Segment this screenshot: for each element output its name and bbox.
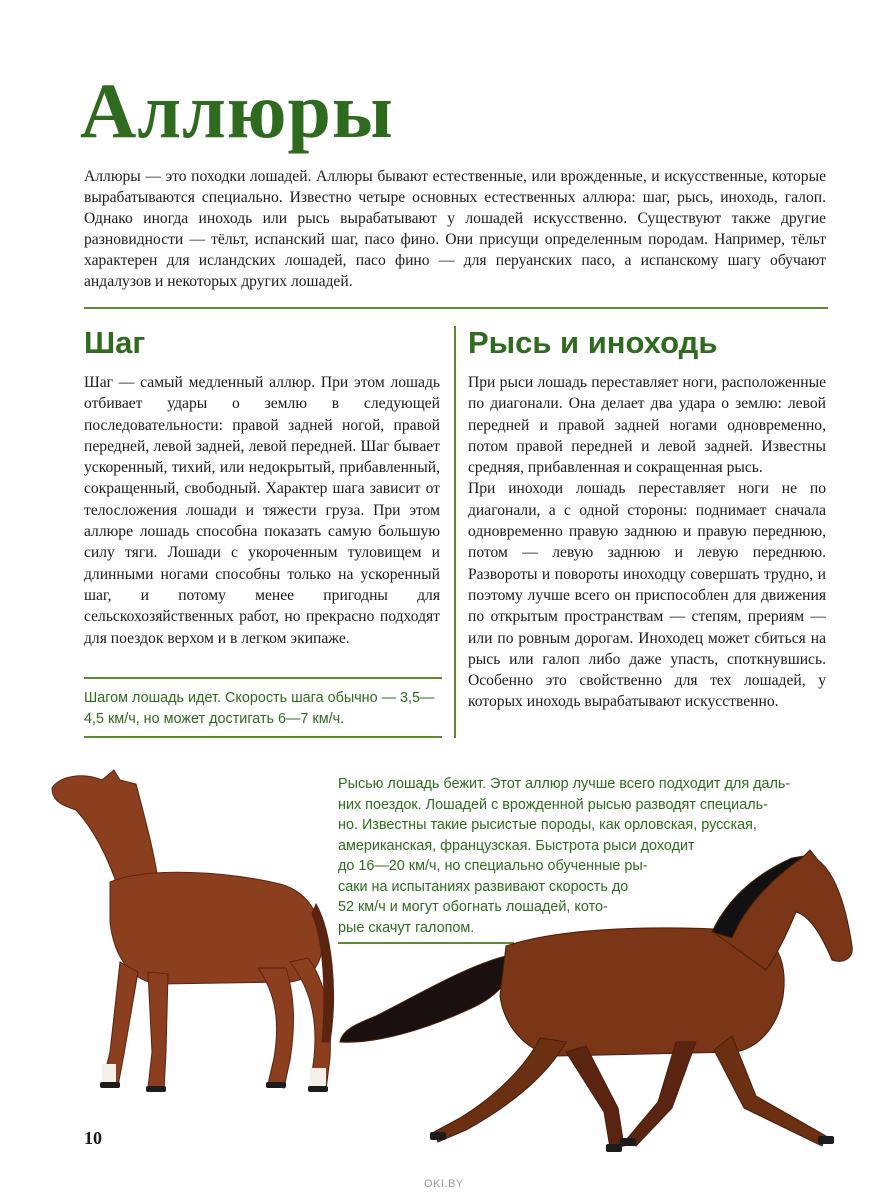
trot-note-line: них поездок. Лошадей с врожденной рысью разводят специаль-: [338, 796, 768, 813]
trot-note-line: 52 км/ч и могут обогнать лошадей, кото-: [338, 899, 608, 915]
chestnut-horse-image: [40, 762, 340, 1102]
trot-note-line: американская, французская. Быстрота рыси доходит: [338, 837, 695, 854]
page-number: 10: [84, 1128, 102, 1148]
column-divider: [454, 326, 456, 738]
bay-horse-image: [336, 846, 858, 1158]
pace-paragraph: При иноходи лошадь переставляет ноги не по диагонали, а с одной стороны: поднимает сначала одновременно правую заднюю и правую переднюю, потом — левую заднюю и левую переднюю. Развороты и повороты иноходцу совершать трудно, и поэтому лучше всего он приспособлен для движения по открытым пространствам — степям, прериям — или по ровным дорогам. Иноходец может сбиться на рысь или галоп либо даже упасть, споткнувшись. Особенно это свойственно для тех лошадей, у которых иноходь вырабатывают искусственно.: [468, 480, 826, 711]
walk-speed-note: Шагом лошадь идет. Скорость шага обычно — 3,5—4,5 км/ч, но может достигать 6—7 км/ч.: [84, 690, 435, 727]
heading-trot-pace: Рысь и иноходь: [468, 325, 718, 360]
trot-note-line: Рысью лошадь бежит. Этот аллюр лучше всего подходит для даль-: [338, 776, 791, 792]
heading-walk: Шаг: [84, 325, 146, 360]
trot-note-line: рые скачут галопом.: [338, 919, 475, 936]
trot-note-line: до 16—20 км/ч, но специально обученные ры-: [338, 858, 648, 874]
walk-note-rule-bottom: [84, 736, 442, 738]
section-divider: [84, 307, 828, 309]
trot-pace-text: [468, 372, 826, 713]
watermark-text: OKI.BY: [424, 1178, 464, 1190]
walk-paragraph: Шаг — самый медленный аллюр. При этом лошадь отбивает удары о землю в следующей последовательности: правой задней ногой, правой передней, левой задней, левой передней. Шаг бывает ускоренный, тихий, или недокрытый, прибавленный, сокращенный, свободный. Характер шага зависит от телосложения лошади и тяжести груза. При этом аллюре лошадь способна показать самую большую силу тяги. Лошади с укороченным туловищем и длинными ногами способны только на ускоренный шаг, и потому менее пригодны для сельскохозяйственных работ, но прекрасно подходят для поездок верхом и в легком экипаже.: [84, 374, 440, 647]
trot-note-line: саки на испытаниях развивают скорость до: [338, 878, 629, 895]
walk-note-rule-top: [84, 677, 442, 679]
intro-paragraph: Аллюры — это походки лошадей. Аллюры бывают естественные, или врожденные, и искусственные, которые вырабатываются специально. Известно четыре основных естественных аллюра: шаг, рысь, иноходь, галоп. Однако иногда иноходь или рысь вырабатывают у лошадей искусственно. Существуют также другие разновидности — тёльт, испанский шаг, пасо фино. Они присущи определенным породам. Например, тёльт характерен для исландских лошадей, пасо фино — для перуанских пасо, а испанскому шагу обучают андалузов и некоторых других лошадей.: [84, 168, 826, 290]
walk-text: [84, 372, 440, 649]
trot-paragraph: При рыси лошадь переставляет ноги, расположенные по диагонали. Она делает два удара о землю: левой передней и правой задней ногами одновременно, потом правой передней и левой задней. Известны средняя, прибавленная и сокращенная рысь.: [468, 374, 826, 477]
trot-note-line: но. Известны такие рысистые породы, как орловская, русская,: [338, 817, 757, 833]
page-title: Аллюры: [80, 67, 394, 154]
